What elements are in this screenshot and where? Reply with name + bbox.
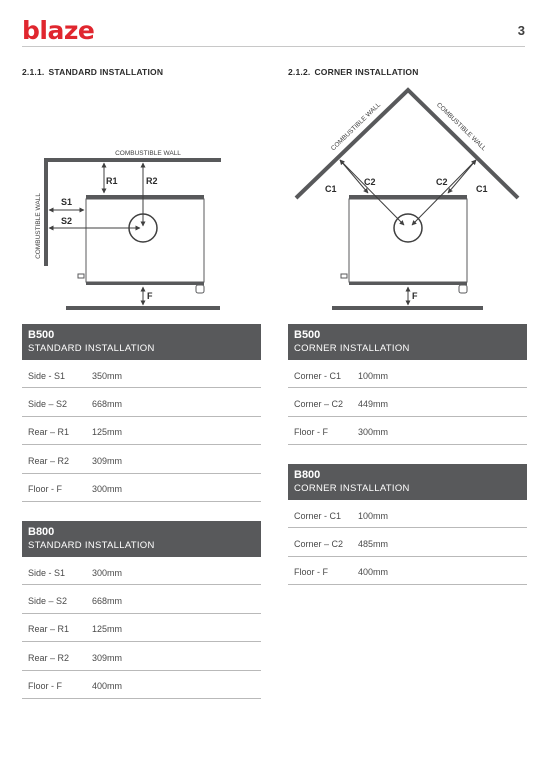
spec-label: Side – S2 bbox=[28, 596, 68, 607]
top-wall bbox=[44, 158, 221, 162]
top-wall-label: COMBUSTIBLE WALL bbox=[115, 150, 181, 157]
spec-row bbox=[22, 445, 261, 473]
side-wall bbox=[44, 158, 48, 266]
spec-value: 485mm bbox=[358, 539, 389, 550]
spec-table-header bbox=[22, 521, 261, 557]
stove-body bbox=[78, 195, 204, 293]
spec-value: 100mm bbox=[358, 370, 389, 381]
standard-installation-diagram bbox=[0, 140, 272, 320]
spec-table-b800-corner bbox=[288, 464, 527, 585]
spec-label: Corner – C2 bbox=[294, 399, 344, 410]
header-divider bbox=[22, 46, 525, 47]
blaze-logo: blaze bbox=[22, 16, 95, 45]
c2-left-label: C2 bbox=[364, 177, 376, 187]
spec-value: 400mm bbox=[358, 567, 389, 578]
left-wall-label: COMBUSTIBLE WALL bbox=[329, 101, 383, 153]
spec-row bbox=[288, 528, 527, 556]
spec-table-b500-corner bbox=[288, 324, 527, 445]
spec-value: 309mm bbox=[92, 652, 123, 663]
model-name: B500 bbox=[28, 329, 55, 341]
spec-row bbox=[22, 474, 261, 502]
section-label: CORNER INSTALLATION bbox=[314, 67, 419, 77]
spec-label: Floor - F bbox=[28, 484, 63, 495]
spec-value: 350mm bbox=[92, 370, 123, 381]
corner-installation-diagram bbox=[278, 82, 544, 320]
spec-label: Corner - C1 bbox=[294, 510, 342, 521]
spec-label: Side – S2 bbox=[28, 399, 68, 410]
r2-label: R2 bbox=[146, 176, 158, 186]
spec-row bbox=[22, 585, 261, 613]
spec-label: Side - S1 bbox=[28, 567, 66, 578]
model-name: B800 bbox=[28, 526, 55, 538]
r1-label: R1 bbox=[106, 176, 118, 186]
spec-row bbox=[22, 417, 261, 445]
c1-left-label: C1 bbox=[325, 184, 337, 194]
spec-row bbox=[22, 360, 261, 388]
section-number: 2.1.1. bbox=[22, 67, 45, 77]
spec-value: 309mm bbox=[92, 455, 123, 466]
spec-row bbox=[288, 388, 527, 416]
spec-label: Corner - C1 bbox=[294, 370, 342, 381]
spec-label: Floor - F bbox=[294, 427, 329, 438]
flue-circle bbox=[394, 214, 422, 242]
spec-row bbox=[288, 360, 527, 388]
spec-value: 300mm bbox=[92, 567, 123, 578]
c1-right-label: C1 bbox=[476, 184, 488, 194]
spec-table-header bbox=[288, 464, 527, 500]
spec-value: 668mm bbox=[92, 399, 123, 410]
installation-type: STANDARD INSTALLATION bbox=[28, 343, 155, 354]
spec-value: 300mm bbox=[92, 484, 123, 495]
f-label: F bbox=[147, 291, 153, 301]
spec-value: 125mm bbox=[92, 624, 123, 635]
spec-label: Floor - F bbox=[294, 567, 329, 578]
s1-label: S1 bbox=[61, 197, 73, 207]
spec-table-header bbox=[22, 324, 261, 360]
section-number: 2.1.2. bbox=[288, 67, 311, 77]
spec-label: Side - S1 bbox=[28, 370, 66, 381]
spec-label: Rear – R1 bbox=[28, 427, 70, 438]
stove-body bbox=[341, 195, 467, 293]
spec-row bbox=[22, 388, 261, 416]
spec-label: Corner – C2 bbox=[294, 539, 344, 550]
spec-value: 449mm bbox=[358, 399, 389, 410]
section-label: STANDARD INSTALLATION bbox=[48, 67, 164, 77]
section-title-standard bbox=[22, 67, 163, 77]
spec-value: 300mm bbox=[358, 427, 389, 438]
spec-row bbox=[22, 642, 261, 670]
page-number: 3 bbox=[517, 23, 525, 38]
spec-label: Rear – R1 bbox=[28, 624, 70, 635]
spec-value: 100mm bbox=[358, 510, 389, 521]
spec-value: 400mm bbox=[92, 681, 123, 692]
section-title-corner bbox=[288, 67, 419, 77]
model-name: B500 bbox=[294, 329, 321, 341]
spec-label: Floor - F bbox=[28, 681, 63, 692]
model-name: B800 bbox=[294, 469, 321, 481]
f-label: F bbox=[412, 291, 418, 301]
spec-label: Rear – R2 bbox=[28, 455, 70, 466]
spec-row bbox=[288, 500, 527, 528]
spec-label: Rear – R2 bbox=[28, 652, 70, 663]
spec-row bbox=[288, 557, 527, 585]
s2-label: S2 bbox=[61, 216, 73, 226]
floor-line bbox=[66, 306, 220, 310]
spec-value: 125mm bbox=[92, 427, 123, 438]
c2-right-label: C2 bbox=[436, 177, 448, 187]
spec-row bbox=[288, 417, 527, 445]
spec-table-header bbox=[288, 324, 527, 360]
spec-value: 668mm bbox=[92, 596, 123, 607]
installation-type: CORNER INSTALLATION bbox=[294, 483, 410, 494]
side-wall-label: COMBUSTIBLE WALL bbox=[35, 193, 42, 259]
right-wall-label: COMBUSTIBLE WALL bbox=[434, 101, 488, 153]
floor-line bbox=[332, 306, 483, 310]
spec-row bbox=[22, 557, 261, 585]
spec-table-b800-standard bbox=[22, 521, 261, 699]
spec-table-b500-standard bbox=[22, 324, 261, 502]
installation-type: CORNER INSTALLATION bbox=[294, 343, 410, 354]
installation-type: STANDARD INSTALLATION bbox=[28, 540, 155, 551]
spec-row bbox=[22, 614, 261, 642]
spec-row bbox=[22, 671, 261, 699]
